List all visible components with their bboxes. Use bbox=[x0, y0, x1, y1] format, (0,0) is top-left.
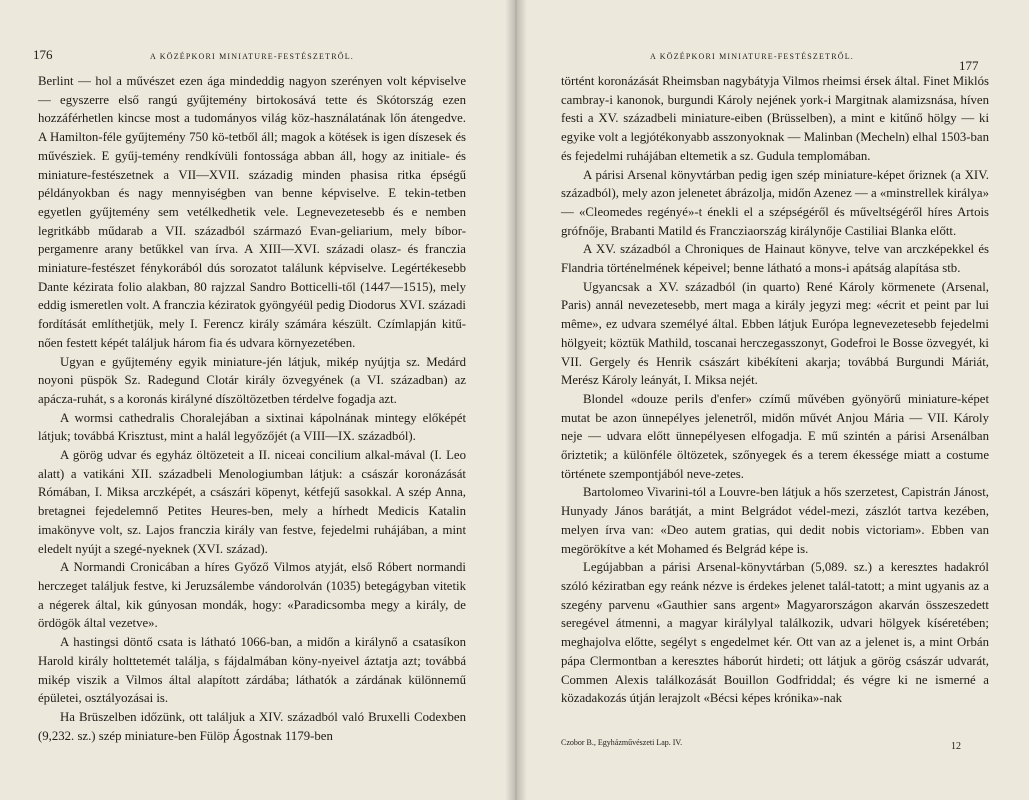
paragraph: A XV. századból a Chroniques de Hainaut könyve, telve van arczképekkel és Flandria történelmének képeivel; benne látható a mons-i apátság alapítása stb. bbox=[561, 242, 989, 276]
paragraph: történt koronázását Rheimsban nagybátyja Vilmos rheimsi érsek által. Finet Miklós cambray-i kanonok, burgundi Károly nejének york-i Margitnak alamizsnása, híven festi a XV. századbeli miniature-eiben (Brüsselben), a mint e kitűnő hölgy — ki egyike volt a legjótékonyabb asszonyoknak — Malinban (Mecheln) elhal 1503-ban és fejedelmi ruhájában eltemetik a sz. Gudula templomában. bbox=[561, 74, 989, 163]
paragraph: Blondel «douze perils d'enfer» czímű művében gyönyörű miniature-képet mutat be azon ünnepélyes jelenetről, midőn művét Anjou Mária — VII. Károly neje — udvara előtt ünnepélyesen elfogadja. E mű szintén a párisi Arsenálban őriztetik; a különféle öltözetek, szőnyegek és a terem ékessége miatt a costume története szempontjából neve-zetes. bbox=[561, 391, 989, 481]
paragraph: Ugyan e gyűjtemény egyik miniature-jén látjuk, mikép nyújtja sz. Medárd noyoni püspök Sz. Radegund Clotár király özvegyének (a VI. században) az apácza-ruhát, s a koronás királyné díszöltözetben térdelve fogadja azt. bbox=[38, 354, 466, 406]
paragraph: Legújabban a párisi Arsenal-könyvtárban (5,089. sz.) a keresztes hadakról szóló kéziratban egy reánk nézve is érdekes jelenet talál-tatott; a mint ugyanis az a szegény parvenu «Gauthier sans argent» Magyarországon akarván összeszedett seregével átmenni, a magyar királylyal találkozik, udvari hölgyek kíséretében; meghajolva előtte, segélyt s engedelmet kér. Ott van az a jelenet is, a mint Orbán pápa Clermontban a keresztes háborút hirdeti; ott látjuk a görög császár udvarát, Commen Alexis találkozását Bouillon Godfriddal; és végre ki ne ismerné a közadakozás útján lerajzolt «Bécsi képes krónika»-nak bbox=[561, 560, 989, 706]
paragraph: A Normandi Cronicában a híres Győző Vilmos atyját, első Róbert normandi herczeget találjuk festve, ki Jeruzsálembe vándorolván (1035) betegágyban vitetik a négerek által, kik gúnyosan mondák, hogy: «Paradicsomba megy a király, de ördögök által vezetve». bbox=[38, 560, 466, 631]
book-gutter bbox=[505, 0, 527, 800]
right-page-body bbox=[561, 72, 989, 708]
paragraph: Ugyancsak a XV. századból (in quarto) René Károly körmenete (Arsenal, Paris) annál nevezetesebb, mert maga a király jegyzi meg: «écrit et peint par lui même», ez udvara személyé által. Ebben látjuk Európa legnevezetesebb fejedelmi hölgyeit; köztük Mathild, toscanai herczegasszonyt, Godefroi le Bosse özvegyét, ki VII. Gergely és Henrik császárt kibékíteni akarja; továbbá Burgundi Máriát, Merész Károly leányát, I. Miksa nejét. bbox=[561, 279, 989, 388]
right-page-number: 177 bbox=[959, 58, 979, 73]
footer-note: Czobor B., Egyházművészeti Lap. IV. bbox=[561, 738, 683, 747]
paragraph: Bartolomeo Vivarini-tól a Louvre-ben látjuk a hős szerzetest, Capistrán Jánost, Hunyady János barátját, a mint Belgrádot védel-mezi, zászlót tartva kezében, melyen írva van: «Deo autem gratias, qui dedit nobis victoriam». Ebben van megörökítve a két Mohamed és Belgrád képe is. bbox=[561, 485, 989, 556]
right-page bbox=[515, 0, 1029, 800]
paragraph: Ha Brüszelben időzünk, ott találjuk a XIV. századból való Bruxelli Codexben (9,232. sz.) szép miniature-ben Fülöp Ágostnak 1179-ben bbox=[38, 709, 466, 743]
paragraph: Berlint — hol a művészet ezen ága mindeddig nagyon szerényen volt képviselve — egyszerre első rangú gyűjtemény birtokosává tette és Skótország ezen hozzáférhetlen kincse most a tudományos világ köz-használatának lőn átengedve. A Hamilton-féle gyűjtemény 750 kö-tetből áll; magok a kötések is igen díszesek és művésziek. E gyűj-temény rendkívüli fontossága abban áll, hogy az initiale- és miniature-festészetnek a VII—XVII. századig minden phasisa ritka épségű példányokban és nagy mennyiségben van benne képviselve. E tekin-tetben egyetlen gyűjtemény sem vetélkedhetik vele. Legnevezetesebb és e nemben legritkább műdarab a VII. századból származó Evan-geliarium, mely bíbor-pergamenre arany betűkkel van írva. A XIII—XVI. századi olasz- és franczia miniature-festészet fénykorából dús sorozatot találunk képviselve. Legértékesebb Dante kézirata folio alakban, 80 rajzzal Sandro Botticelli-től (1447—1515), mely eddig ismeretlen volt. A franczia kéziratok gyöngyéül pedig Diodorus XVI. századi fordítását említhetjük, mely I. Ferencz király számára készült. Czímlapján kitű-nően festett képét találjuk három fia és udvara környezetében. bbox=[38, 74, 466, 350]
paragraph: A párisi Arsenal könyvtárban pedig igen szép miniature-képet őriznek (a XIV. századból), mely azon jelenetet ábrázolja, midőn Azenez — a «minstrellek királya» — «Cleomedes regényé»-t énekli el a szépségéről és műveltségéről híres Artois grófnője, Brabanti Matild és Francziaország királynője Castiliai Blanka előtt. bbox=[561, 167, 989, 238]
left-running-head: A KÖZÉPKORI MINIATURE-FESTÉSZETRŐL. bbox=[150, 52, 354, 61]
signature-mark: 12 bbox=[951, 741, 961, 752]
page-footer bbox=[561, 738, 989, 752]
left-page-number: 176 bbox=[33, 47, 53, 62]
paragraph: A wormsi cathedralis Choralejában a sixtinai kápolnának mintegy előképét látjuk; továbbá Krisztust, mint a halál legyőzőjét (a VIII—IX. századból). bbox=[38, 410, 466, 444]
right-running-head: A KÖZÉPKORI MINIATURE-FESTÉSZETRŐL. bbox=[650, 52, 854, 61]
paragraph: A hastingsi döntő csata is látható 1066-ban, a midőn a királynő a csatasíkon Harold király holttetemét találja, s fájdalmában köny-nyeivel áztatja azt; továbbá mikép viszik a Vilmos által alapított zárdába; láthatók a zárdának különnemű épületei, osztályozásai is. bbox=[38, 635, 466, 706]
left-page-body bbox=[38, 72, 466, 745]
paragraph: A görög udvar és egyház öltözeteit a II. niceai concilium alkal-mával (I. Leo alatt) a vatikáni XII. századbeli Menologiumban látjuk: a császár koronázását Rómában, I. Miksa arczképét, a császári köpenyt, kétfejű sasokkal. A szép Anna, bretagnei fejedelemnő Petites Heures-ben, mely a hírhedt Medicis Katalin imakönyve volt, sz. Lajos franczia király van festve, fejedelmi ruhájában, a mint eledelt nyújt a szegé-nyeknek (XVI. század). bbox=[38, 448, 466, 556]
